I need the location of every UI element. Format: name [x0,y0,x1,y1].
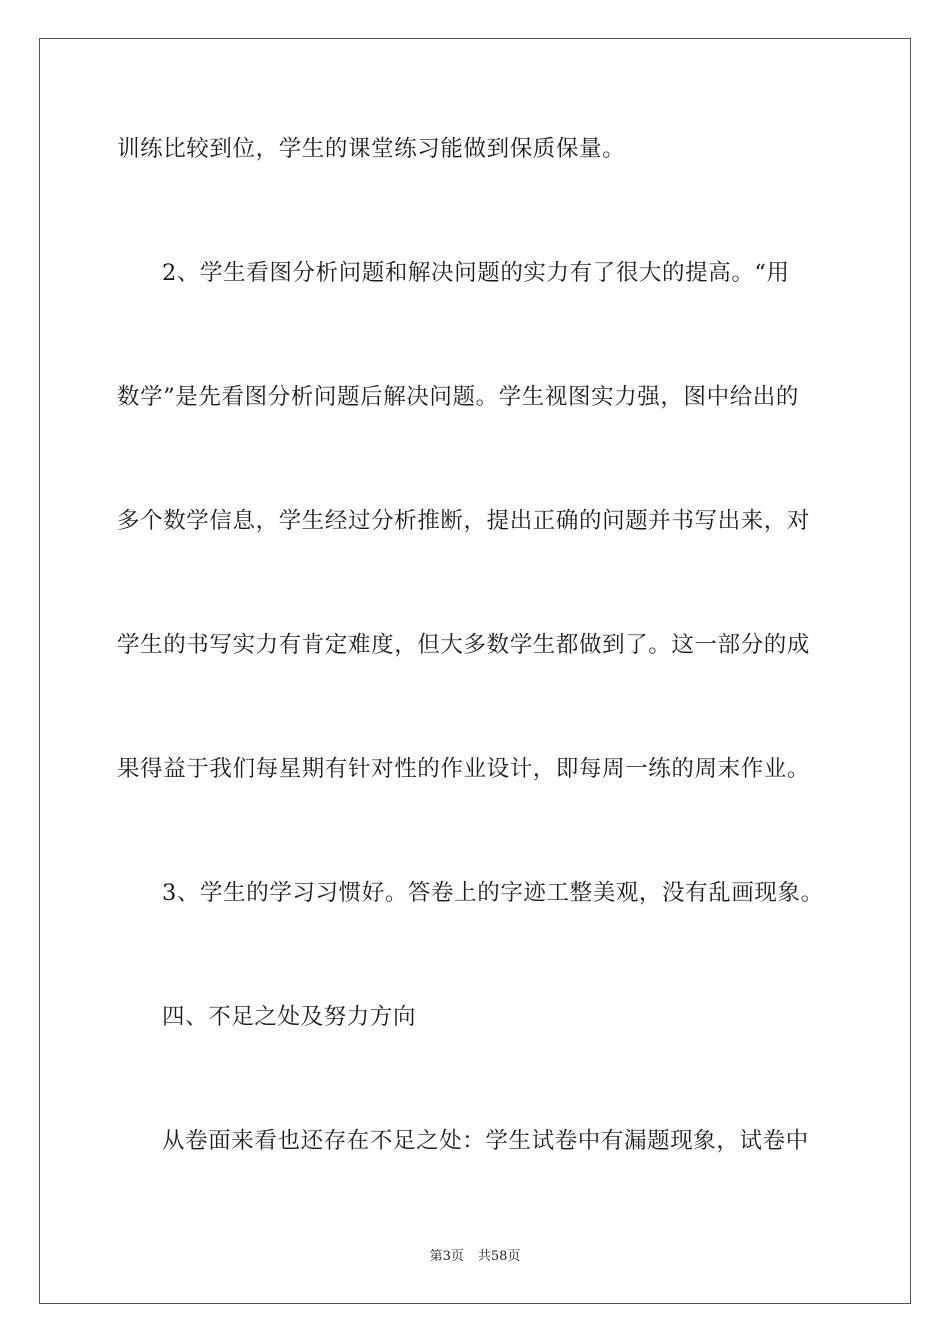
paragraph-line: 果得益于我们每星期有针对性的作业设计，即每周一练的周末作业。 [117,756,811,782]
paragraph-line: 学生的书写实力有肯定难度，但大多数学生都做到了。这一部分的成 [117,632,811,658]
page-number: 第3页 [429,1249,464,1264]
paragraph-line: 3、学生的学习习惯好。答卷上的字迹工整美观，没有乱画现象。 [162,880,824,906]
page-footer [0,1247,950,1267]
paragraph-line: 2、学生看图分析问题和解决问题的实力有了很大的提高。“用 [162,260,790,286]
paragraph-line: 训练比较到位，学生的课堂练习能做到保质保量。 [117,136,626,162]
paragraph-line: 数学”是先看图分析问题后解决问题。学生视图实力强，图中给出的 [117,384,800,410]
paragraph-line: 多个数学信息，学生经过分析推断，提出正确的问题并书写出来，对 [117,508,811,534]
paragraph-line: 从卷面来看也还存在不足之处：学生试卷中有漏题现象，试卷中 [162,1128,809,1154]
page-total: 共58页 [477,1249,521,1264]
section-heading: 四、不足之处及努力方向 [162,1004,417,1030]
page-border [39,38,911,1304]
